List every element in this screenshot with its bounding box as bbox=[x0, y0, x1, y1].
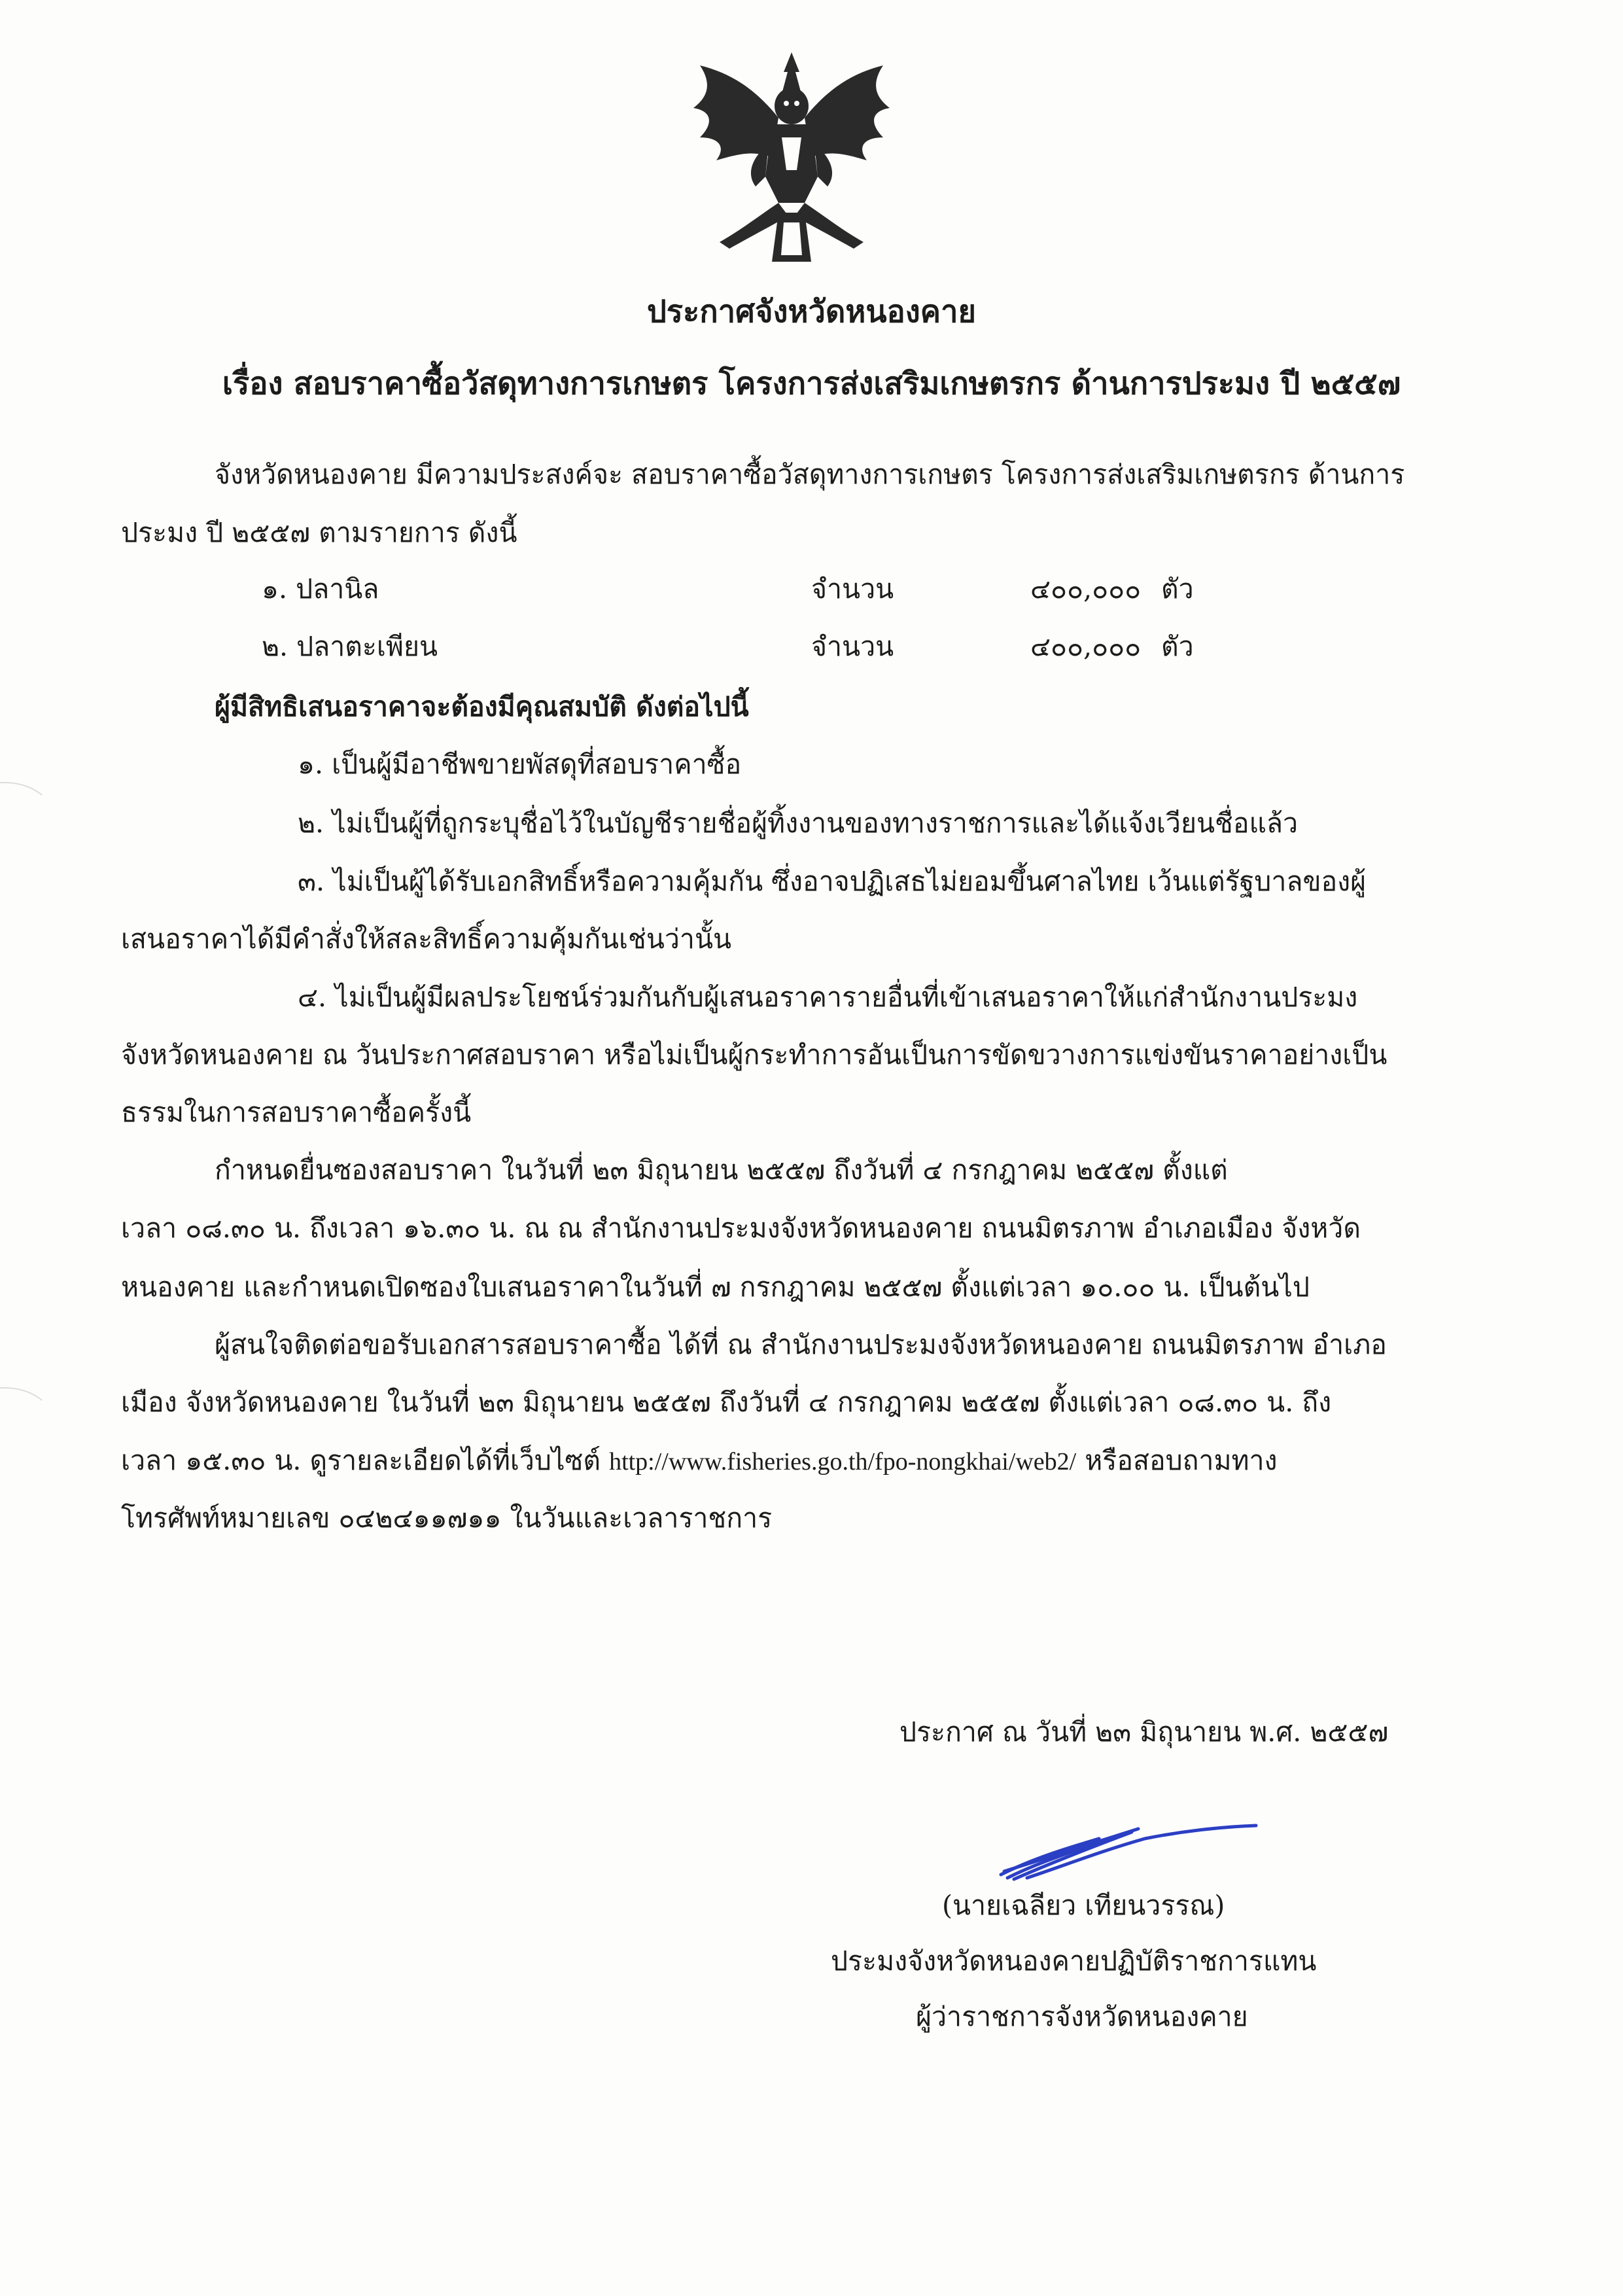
item-1-qty-label: จำนวน bbox=[811, 573, 894, 605]
item-1-unit: ตัว bbox=[1161, 573, 1194, 605]
signer-position-2: ผู้ว่าราชการจังหวัดหนองคาย bbox=[916, 2001, 1248, 2032]
item-2-qty-label: จำนวน bbox=[811, 631, 894, 662]
contact-line-4: โทรศัพท์หมายเลข ๐๔๒๔๑๑๗๑๑ ในวันและเวลาราชการ bbox=[121, 1502, 773, 1534]
qualification-2: ๒. ไม่เป็นผู้ที่ถูกระบุชื่อไว้ในบัญชีรายชื่อผู้ทิ้งงานของทางราชการและได้แจ้งเวียนชื่อแล้ว bbox=[298, 807, 1299, 839]
intro-line-2: ประมง ปี ๒๕๕๗ ตามรายการ ดังนี้ bbox=[121, 517, 517, 548]
contact-line-1: ผู้สนใจติดต่อขอรับเอกสารสอบราคาซื้อ ได้ที่ ณ สำนักงานประมงจังหวัดหนองคาย ถนนมิตรภาพ อำเภอ bbox=[215, 1329, 1387, 1360]
qualification-3-line-2: เสนอราคาได้มีคำสั่งให้สละสิทธิ์ความคุ้มกันเช่นว่านั้น bbox=[121, 923, 732, 955]
announcement-title: ประกาศจังหวัดหนองคาย bbox=[646, 294, 977, 330]
schedule-line-2: เวลา ๐๘.๓๐ น. ถึงเวลา ๑๖.๓๐ น. ณ ณ สำนักงานประมงจังหวัดหนองคาย ถนนมิตรภาพ อำเภอเมือง จังหวัด bbox=[121, 1212, 1361, 1244]
qualification-4-line-3: ธรรมในการสอบราคาซื้อครั้งนี้ bbox=[121, 1097, 472, 1128]
item-2-name: ๒. ปลาตะเพียน bbox=[262, 631, 438, 662]
garuda-emblem-icon bbox=[680, 46, 903, 268]
qualification-4-line-1: ๔. ไม่เป็นผู้มีผลประโยชน์ร่วมกันกับผู้เสนอราคารายอื่นที่เข้าเสนอราคาให้แก่สำนักงานประมง bbox=[298, 981, 1358, 1013]
qualification-1: ๑. เป็นผู้มีอาชีพขายพัสดุที่สอบราคาซื้อ bbox=[298, 749, 742, 780]
signature-scribble bbox=[988, 1812, 1263, 1891]
schedule-line-3: หนองคาย และกำหนดเปิดซองใบเสนอราคาในวันที่ ๗ กรกฎาคม ๒๕๕๗ ตั้งแต่เวลา ๑๐.๐๐ น. เป็นต้นไป bbox=[121, 1271, 1310, 1303]
punch-hole-mark bbox=[0, 782, 55, 857]
announcement-date: ประกาศ ณ วันที่ ๒๓ มิถุนายน พ.ศ. ๒๕๕๗ bbox=[899, 1716, 1389, 1748]
signer-position-1: ประมงจังหวัดหนองคายปฏิบัติราชการแทน bbox=[831, 1945, 1317, 1977]
website-url[interactable]: http://www.fisheries.go.th/fpo-nongkhai/web2/ bbox=[609, 1448, 1077, 1475]
announcement-subject: เรื่อง สอบราคาซื้อวัสดุทางการเกษตร โครงการส่งเสริมเกษตรกร ด้านการประมง ปี ๒๕๕๗ bbox=[222, 366, 1401, 402]
item-2-unit: ตัว bbox=[1161, 631, 1194, 662]
contact-line-2: เมือง จังหวัดหนองคาย ในวันที่ ๒๓ มิถุนายน ๒๕๕๗ ถึงวันที่ ๔ กรกฎาคม ๒๕๕๗ ตั้งแต่เวลา ๐๘.๓๐ น. ถึง bbox=[121, 1386, 1332, 1418]
signer-name: (นายเฉลียว เทียนวรรณ) bbox=[942, 1890, 1225, 1921]
item-1-qty: ๔๐๐,๐๐๐ bbox=[1030, 573, 1142, 605]
punch-hole-mark bbox=[0, 1387, 55, 1462]
qualification-4-line-2: จังหวัดหนองคาย ณ วันประกาศสอบราคา หรือไม่เป็นผู้กระทำการอันเป็นการขัดขวางการแข่งขันราคาอย่างเป็น bbox=[121, 1039, 1387, 1070]
item-1-name: ๑. ปลานิล bbox=[262, 573, 379, 605]
item-2-qty: ๔๐๐,๐๐๐ bbox=[1030, 631, 1142, 662]
contact-line-3-suffix: หรือสอบถามทาง bbox=[1085, 1445, 1278, 1476]
contact-line-3 bbox=[121, 1441, 1278, 1481]
contact-line-3-prefix: เวลา ๑๕.๓๐ น. ดูรายละเอียดได้ที่เว็บไซต์ bbox=[121, 1445, 601, 1476]
qualification-3-line-1: ๓. ไม่เป็นผู้ได้รับเอกสิทธิ์หรือความคุ้มกัน ซึ่งอาจปฏิเสธไม่ยอมขึ้นศาลไทย เว้นแต่รัฐบาลของผู้ bbox=[298, 866, 1367, 897]
intro-line-1: จังหวัดหนองคาย มีความประสงค์จะ สอบราคาซื้อวัสดุทางการเกษตร โครงการส่งเสริมเกษตรกร ด้านการ bbox=[215, 459, 1405, 490]
qualifications-heading: ผู้มีสิทธิเสนอราคาจะต้องมีคุณสมบัติ ดังต่อไปนี้ bbox=[215, 691, 749, 722]
schedule-line-1: กำหนดยื่นซองสอบราคา ในวันที่ ๒๓ มิถุนายน ๒๕๕๗ ถึงวันที่ ๔ กรกฎาคม ๒๕๕๗ ตั้งแต่ bbox=[215, 1154, 1228, 1186]
